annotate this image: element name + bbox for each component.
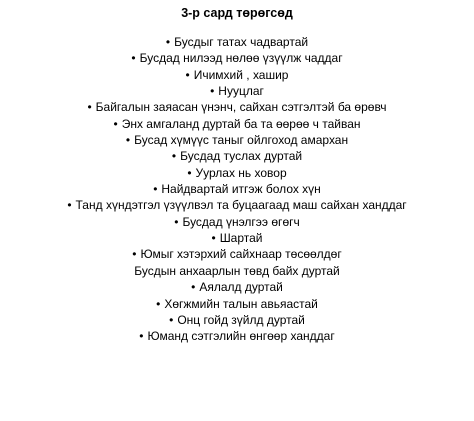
bullet-icon: •	[67, 198, 72, 213]
list-item-text: Бусад хүмүүс таныг ойлгоход амархан	[134, 133, 349, 148]
list-item-text: Юмыг хэтэрхий сайхнаар төсөөлдөг	[140, 247, 342, 262]
bullet-icon: •	[171, 149, 177, 164]
bullet-icon: •	[131, 51, 136, 66]
list-item-text: Бусдад туслах дуртай	[180, 149, 303, 164]
bullet-icon: •	[125, 133, 131, 148]
list-item-text: Найдвартай итгэж болох хүн	[161, 182, 321, 197]
list-item	[0, 263, 474, 279]
bullet-icon: •	[165, 35, 171, 49]
bullet-icon: •	[153, 182, 158, 197]
list-item-text: Байгалын заяасан үнэнч, сайхан сэтгэлтэй ба өрөвч	[95, 100, 387, 115]
bullet-icon: •	[156, 296, 161, 311]
list-item	[0, 312, 474, 328]
list-item-text: Хөгжмийн талын авьяастай	[164, 296, 318, 311]
list-item-text: Бусдад үнэлгээ өгөгч	[182, 214, 300, 229]
bullet-icon: •	[169, 312, 174, 327]
list-item-text: Ичимхий , хашир	[193, 67, 289, 82]
list-item-text: Танд хүндэтгэл үзүүлвэл та буцаагаад маш сайхан ханддаг	[75, 198, 407, 213]
list-item	[0, 116, 474, 132]
bullet-icon: •	[185, 67, 190, 82]
list-item	[0, 148, 474, 164]
list-item-text: Бусдад нилээд нөлөө үзүүлж чаддаг	[139, 51, 343, 66]
list-item	[0, 34, 474, 50]
list-item	[0, 181, 474, 197]
list-item	[0, 246, 474, 262]
list-item	[0, 328, 474, 344]
list-item-text: Юманд сэтгэлийн өнгөөр ханддаг	[147, 329, 335, 344]
list-item-text: Бусдын анхаарлын төвд байх дуртай	[134, 263, 340, 278]
list-item	[0, 50, 474, 66]
list-item-text: Бусдыг татах чадвартай	[174, 35, 309, 49]
bullet-icon: •	[113, 116, 118, 131]
bullet-icon: •	[132, 247, 137, 262]
list-item	[0, 230, 474, 246]
bullet-icon: •	[139, 329, 144, 344]
list-item	[0, 165, 474, 181]
bullet-icon: •	[191, 280, 196, 295]
page-title: 3-р сард төрөгсөд	[181, 6, 293, 20]
list-item-text: Нууцлаг	[218, 84, 264, 99]
list-item	[0, 296, 474, 312]
bullet-icon: •	[211, 231, 216, 246]
list-item	[0, 132, 474, 148]
list-item-text: Аялалд дуртай	[199, 280, 283, 295]
list-item	[0, 279, 474, 295]
list-item	[0, 197, 474, 213]
list-item	[0, 99, 474, 115]
bullet-icon: •	[210, 84, 215, 99]
list-item-text: Онц гойд зүйлд дуртай	[177, 312, 305, 327]
bullet-icon: •	[174, 214, 179, 229]
list-item-text: Уурлах нь ховор	[195, 165, 287, 180]
list-item	[0, 214, 474, 230]
list-item-text: Энх амгаланд дуртай ба та өөрөө ч тайван	[121, 116, 361, 131]
list-item	[0, 67, 474, 83]
trait-list	[0, 34, 474, 345]
list-item	[0, 83, 474, 99]
bullet-icon: •	[87, 100, 92, 115]
bullet-icon: •	[187, 165, 192, 180]
list-item-text: Шартай	[219, 231, 263, 246]
